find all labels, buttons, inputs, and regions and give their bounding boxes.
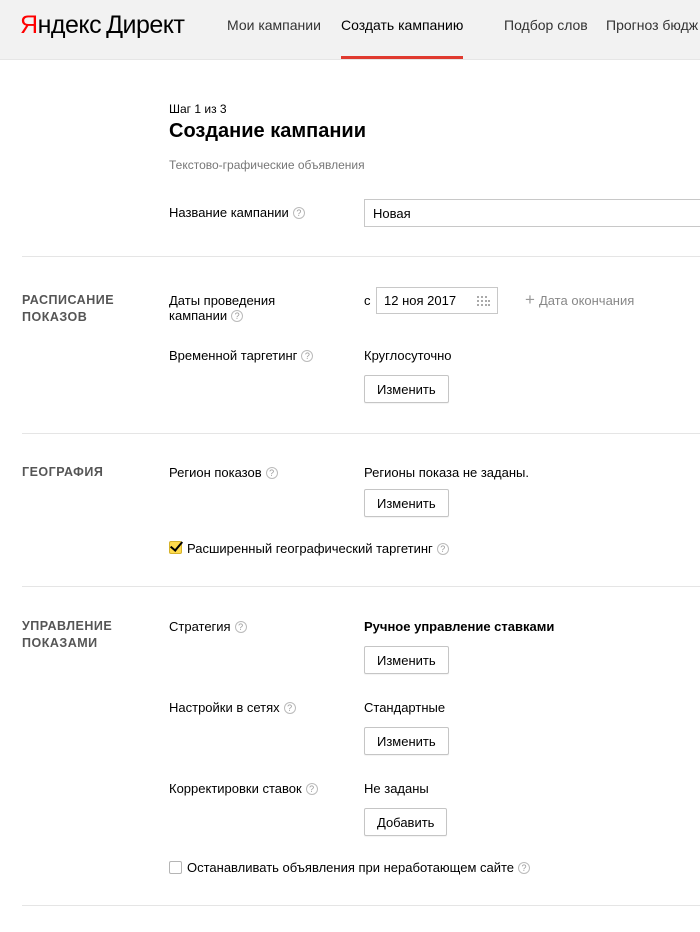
active-tab-indicator — [341, 56, 463, 59]
help-icon[interactable]: ? — [437, 543, 449, 555]
dates-label — [169, 293, 275, 323]
page-title: Создание кампании — [169, 120, 367, 142]
dates-label-line2: кампании ? — [169, 308, 275, 323]
campaign-type-subtitle: Текстово-графические объявления — [169, 158, 365, 172]
yandex-direct-logo[interactable] — [20, 11, 184, 40]
logo-brand: Я — [20, 11, 38, 39]
change-time-targeting-button[interactable]: Изменить — [364, 375, 449, 403]
section-divider — [22, 905, 700, 906]
dates-label-line1: Даты проведения — [169, 293, 276, 308]
bid-adjustments-value: Не заданы — [364, 781, 429, 796]
campaign-name-input[interactable] — [364, 199, 700, 227]
section-divider — [22, 256, 700, 257]
help-icon[interactable]: ? — [284, 702, 296, 714]
schedule-title-line1: РАСПИСАНИЕ — [22, 293, 115, 307]
help-icon[interactable]: ? — [266, 467, 278, 479]
region-label: Регион показов ? — [169, 465, 278, 480]
campaign-name-label — [169, 205, 305, 220]
change-network-button[interactable]: Изменить — [364, 727, 449, 755]
geo-section-title: ГЕОГРАФИЯ — [22, 465, 104, 479]
stop-ads-label: Останавливать объявления при неработающем сайте ? — [187, 860, 530, 875]
nav-budget-forecast[interactable]: Прогноз бюдж — [606, 17, 699, 33]
help-icon[interactable]: ? — [231, 310, 243, 322]
plus-icon: + — [525, 290, 535, 309]
management-section-title — [22, 618, 112, 652]
date-from-prefix: с — [364, 293, 371, 308]
help-icon[interactable]: ? — [235, 621, 247, 633]
network-settings-label: Настройки в сетях ? — [169, 700, 296, 715]
logo-brand-rest: ндекс — [37, 11, 102, 39]
help-icon[interactable]: ? — [293, 207, 305, 219]
strategy-value: Ручное управление ставками — [364, 619, 555, 634]
bid-adjustments-label: Корректировки ставок ? — [169, 781, 318, 796]
start-date-field[interactable] — [376, 287, 498, 314]
extended-geo-checkbox[interactable] — [169, 541, 182, 554]
stop-ads-checkbox[interactable] — [169, 861, 182, 874]
nav-create-campaign[interactable]: Создать кампанию — [341, 17, 464, 33]
nav-word-selection[interactable]: Подбор слов — [504, 17, 588, 33]
schedule-section-title — [22, 292, 114, 326]
extended-geo-label: Расширенный географический таргетинг ? — [187, 541, 449, 556]
logo-product: Директ — [106, 11, 185, 39]
time-targeting-label: Временной таргетинг ? — [169, 348, 313, 363]
help-icon[interactable]: ? — [301, 350, 313, 362]
region-value: Регионы показа не заданы. — [364, 465, 529, 480]
management-title-line1: УПРАВЛЕНИЕ — [22, 619, 113, 633]
step-indicator: Шаг 1 из 3 — [169, 102, 227, 116]
top-header — [0, 0, 700, 60]
add-end-date-link[interactable] — [525, 290, 635, 309]
campaign-name-label-text: Название кампании — [169, 205, 289, 220]
change-region-button[interactable]: Изменить — [364, 489, 449, 517]
change-strategy-button[interactable]: Изменить — [364, 646, 449, 674]
nav-my-campaigns[interactable]: Мои кампании — [227, 17, 321, 33]
management-title-line2: ПОКАЗАМИ — [22, 636, 98, 650]
strategy-label: Стратегия ? — [169, 619, 247, 634]
help-icon[interactable]: ? — [306, 783, 318, 795]
start-date-value: 12 ноя 2017 — [384, 293, 457, 308]
time-targeting-value: Круглосуточно — [364, 348, 452, 363]
section-divider — [22, 433, 700, 434]
help-icon[interactable]: ? — [518, 862, 530, 874]
network-settings-value: Стандартные — [364, 700, 446, 715]
end-date-link-text: Дата окончания — [538, 293, 635, 308]
calendar-icon[interactable] — [477, 296, 490, 306]
schedule-title-line2: ПОКАЗОВ — [22, 310, 88, 324]
add-bid-adjustment-button[interactable]: Добавить — [364, 808, 447, 836]
section-divider — [22, 586, 700, 587]
